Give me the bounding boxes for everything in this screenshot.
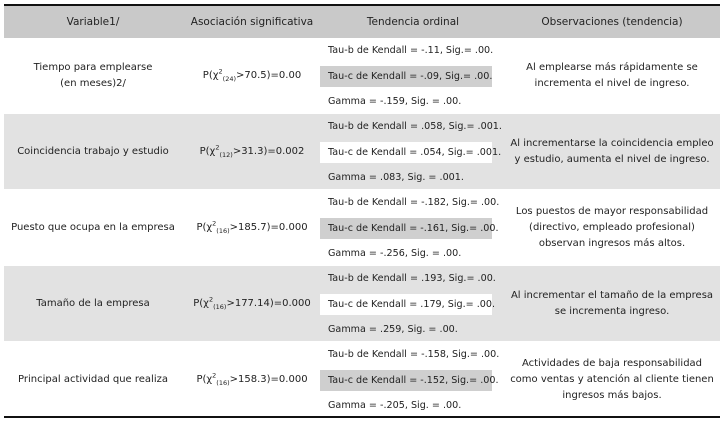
stat-tauc: Tau-c de Kendall = -.152, Sig.= .00. xyxy=(320,370,492,391)
stat-gamma: Gamma = .083, Sig. = .001. xyxy=(328,172,464,183)
observacion-cell: Actividades de baja responsabilidad como ventas y atención al cliente tienen ingresos más bajos. xyxy=(510,358,714,401)
asociacion-cell: $P(\chi^2_{(24)}>70.5)=0.00$ xyxy=(202,67,302,83)
stat-tauc: Tau-c de Kendall = .179, Sig.= .00. xyxy=(320,294,492,315)
stat-gamma: Gamma = .259, Sig. = .00. xyxy=(328,324,458,335)
table-row xyxy=(4,190,720,266)
stat-taub: Tau-b de Kendall = -.11, Sig.= .00. xyxy=(320,40,492,61)
table-bottom-rule xyxy=(4,416,720,418)
stat-taub: Tau-b de Kendall = -.158, Sig.= .00. xyxy=(320,344,492,365)
table-row xyxy=(4,342,720,418)
variable-cell: Principal actividad que realiza xyxy=(18,374,168,385)
stat-tauc: Tau-c de Kendall = .054, Sig.= .001. xyxy=(320,142,492,163)
stat-taub: Tau-b de Kendall = -.182, Sig.= .00. xyxy=(320,192,492,213)
stat-tauc: Tau-c de Kendall = -.09, Sig.= .00. xyxy=(320,66,492,87)
variable-cell: Tiempo para emplearse (en meses)2/ xyxy=(33,62,153,89)
variable-cell: Puesto que ocupa en la empresa xyxy=(11,222,175,233)
stat-taub: Tau-b de Kendall = .058, Sig.= .001. xyxy=(328,121,502,132)
observacion-cell: Los puestos de mayor responsabilidad (directivo, empleado profesional) observan ingresos más altos. xyxy=(515,206,709,249)
table-row xyxy=(4,114,720,190)
stat-gamma: Gamma = -.205, Sig. = .00. xyxy=(320,395,492,416)
stat-gamma: Gamma = -.159, Sig. = .00. xyxy=(320,91,492,112)
table-header xyxy=(4,4,720,38)
variable-cell: Coincidencia trabajo y estudio xyxy=(17,146,169,157)
table-row xyxy=(4,266,720,342)
asociacion-cell: $P(\chi^2_{(12)}>31.3)=0.002$ xyxy=(199,143,305,159)
header-observaciones: Observaciones (tendencia) xyxy=(541,16,683,28)
asociacion-cell: $P(\chi^2_{(16)}>185.7)=0.000$ xyxy=(196,219,308,235)
variable-cell: Tamaño de la empresa xyxy=(36,298,150,309)
observacion-cell: Al incrementar el tamaño de la empresa se incrementa ingreso. xyxy=(510,290,714,317)
asociacion-cell: $P(\chi^2_{(16)}>158.3)=0.000$ xyxy=(196,371,308,387)
observacion-cell: Al emplearse más rápidamente se incrementa el nivel de ingreso. xyxy=(526,62,698,89)
asociacion-cell: $P(\chi^2_{(16)}>177.14)=0.000$ xyxy=(193,295,311,311)
header-variable: Variable1/ xyxy=(66,16,120,28)
header-tendencia: Tendencia ordinal xyxy=(366,16,460,28)
header-asociacion: Asociación significativa xyxy=(190,16,314,28)
stat-tauc: Tau-c de Kendall = -.161, Sig.= .00. xyxy=(320,218,492,239)
observacion-cell: Al incrementarse la coincidencia empleo y estudio, aumenta el nivel de ingreso. xyxy=(510,138,714,165)
table-row xyxy=(4,38,720,114)
stat-gamma: Gamma = -.256, Sig. = .00. xyxy=(320,243,492,264)
stat-taub: Tau-b de Kendall = .193, Sig.= .00. xyxy=(328,273,496,284)
